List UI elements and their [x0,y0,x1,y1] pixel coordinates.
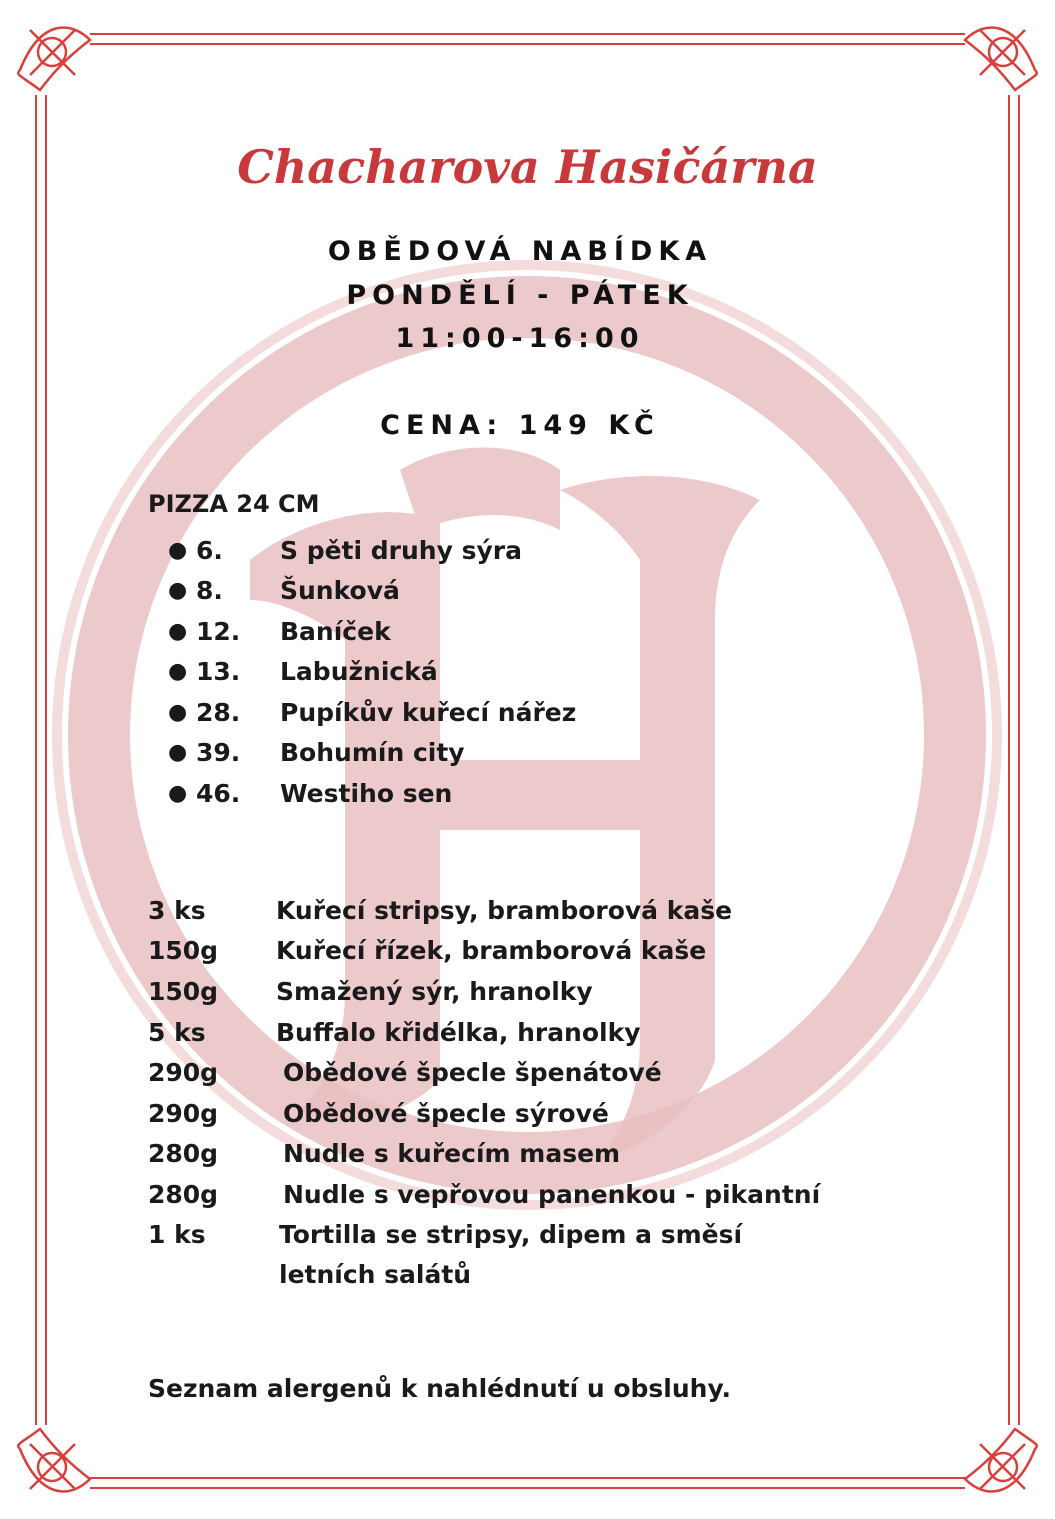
pizza-number: 8. [196,576,223,606]
meal-quantity: 150g [148,936,219,966]
pizza-name: Šunková [280,576,400,606]
pizza-name: Bohumín city [280,738,465,768]
list-item [168,733,576,774]
list-item [148,1134,839,1175]
pizza-number: 12. [196,616,241,646]
pizza-number: 13. [196,657,241,687]
meal-name: Kuřecí řízek, bramborová kaše [276,936,707,966]
meal-quantity: 5 ks [148,1017,206,1047]
meal-quantity: 290g [148,1098,219,1128]
meal-name: Obědové špecle sýrové [283,1098,609,1128]
list-item [168,692,576,733]
pizza-name: Labužnická [280,657,438,687]
list-item [148,971,839,1012]
list-item [148,890,839,931]
meal-name: Nudle s kuřecím masem [283,1139,621,1169]
meals-list [148,890,839,1296]
menu-title: OBĚDOVÁ NABÍDKA [327,236,713,267]
meal-quantity: 290g [148,1058,219,1088]
list-item [148,931,839,972]
pizza-number: 6. [196,535,223,565]
allergen-note: Seznam alergenů k nahlédnutí u obsluhy. [148,1374,731,1403]
pizza-number: 28. [196,697,241,727]
restaurant-logo: Chacharova Hasičárna [237,140,818,194]
menu-days: PONDĚLÍ - PÁTEK [346,280,694,311]
meal-name: Smažený sýr, hranolky [276,976,593,1006]
list-item [148,1012,839,1053]
bullet-icon: ● [168,537,188,563]
bullet-icon: ● [168,780,188,806]
meal-name: Kuřecí stripsy, bramborová kaše [276,895,733,925]
list-item [148,1215,839,1296]
meal-name: Tortilla se stripsy, dipem a směsí letních salátů [279,1219,743,1290]
list-item [148,1174,839,1215]
meal-name: Buffalo křidélka, hranolky [276,1017,641,1047]
meal-quantity: 150g [148,976,219,1006]
corner-ornament-tl [18,28,90,90]
list-item [168,773,576,814]
bullet-icon: ● [168,618,188,644]
meal-quantity: 3 ks [148,895,206,925]
pizza-name: Westiho sen [280,778,453,808]
bullet-icon: ● [168,578,188,604]
menu-price: CENA: 149 KČ [380,410,660,441]
pizza-name: S pěti druhy sýra [280,535,522,565]
pizza-number: 39. [196,738,241,768]
meal-quantity: 280g [148,1139,219,1169]
bullet-icon: ● [168,659,188,685]
meal-name: Obědové špecle špenátové [283,1058,662,1088]
list-item [168,571,576,612]
bullet-icon: ● [168,699,188,725]
meal-name: Nudle s vepřovou panenkou - pikantní [283,1179,821,1209]
list-item [148,1093,839,1134]
pizza-section-title: PIZZA 24 CM [148,490,320,518]
meal-quantity: 1 ks [148,1219,206,1249]
pizza-list [168,530,576,814]
pizza-number: 46. [196,778,241,808]
meal-quantity: 280g [148,1179,219,1209]
list-item [148,1052,839,1093]
list-item [168,652,576,693]
pizza-name: Baníček [280,616,391,646]
pizza-name: Pupíkův kuřecí nářez [280,697,577,727]
list-item [168,530,576,571]
bullet-icon: ● [168,740,188,766]
list-item [168,611,576,652]
menu-hours: 11:00-16:00 [395,323,645,354]
